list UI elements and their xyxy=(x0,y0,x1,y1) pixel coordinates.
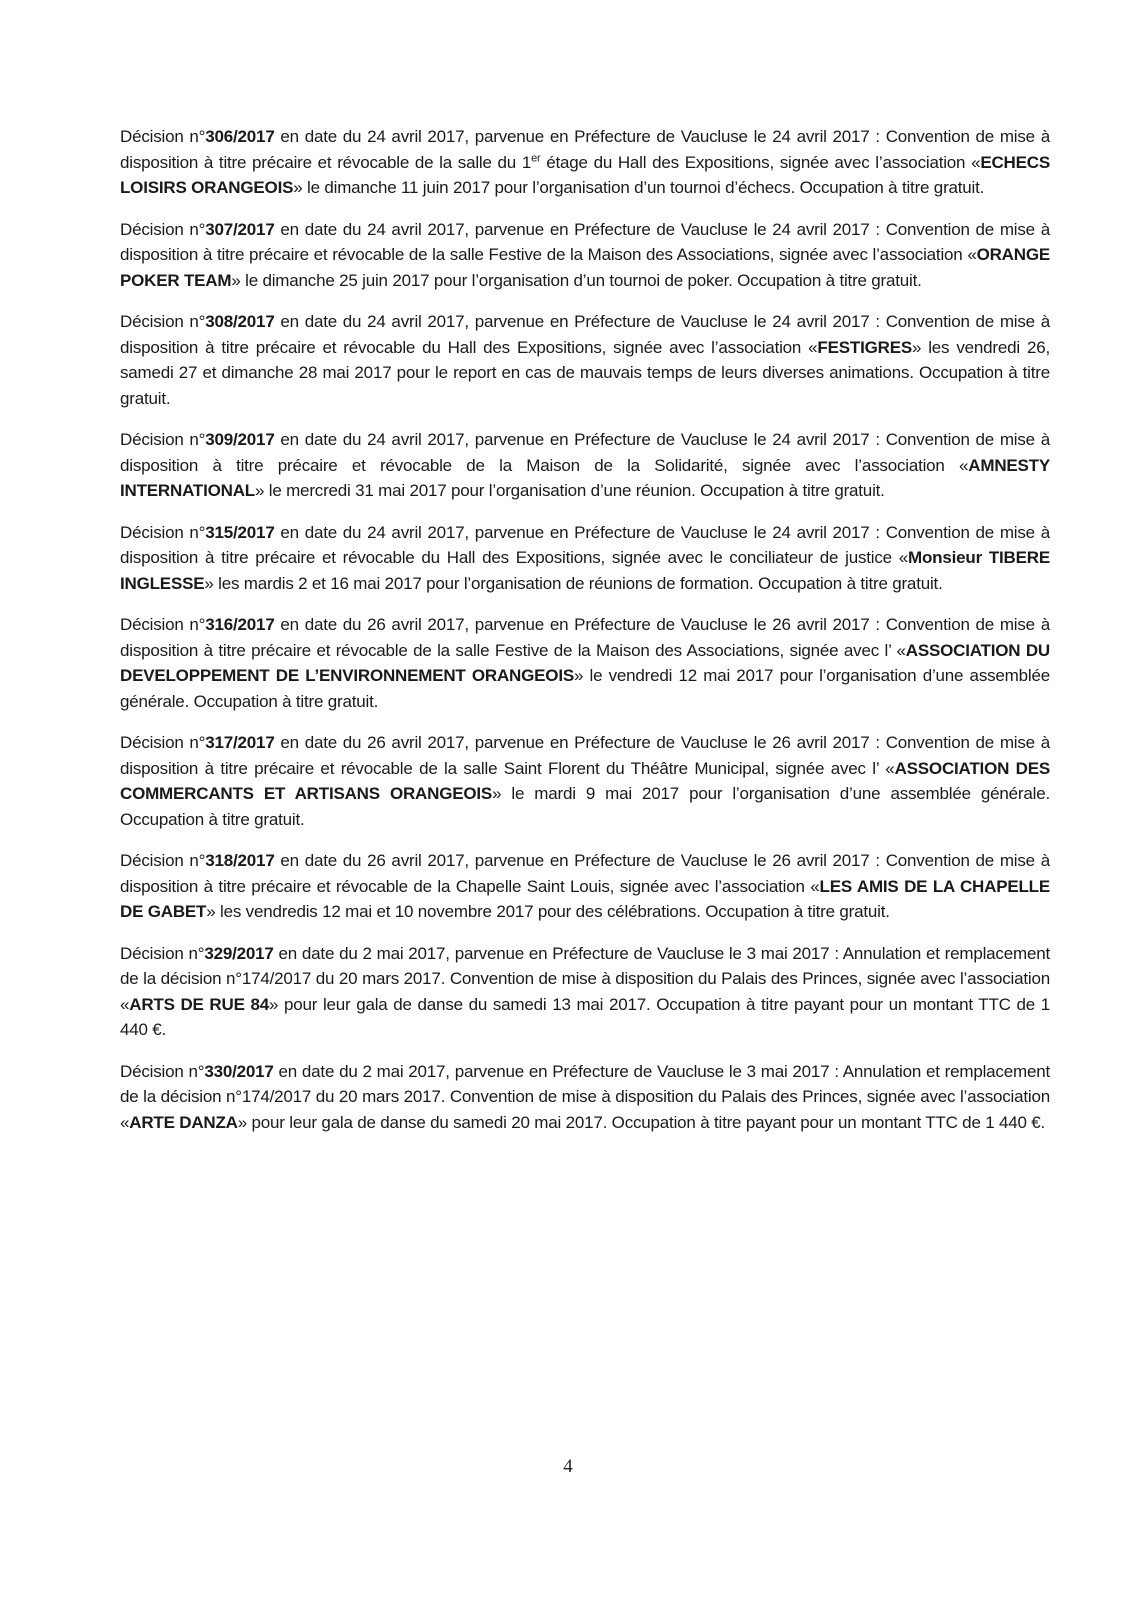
decision-body: en date du 26 avril 2017, parvenue en Préfecture de Vaucluse le 26 avril 2017 : Convention de mise à disposition à titre précaire et révocable de la salle Saint Florent du Théâtre Municipal, signée avec l’ « xyxy=(120,733,1050,778)
decision-number: 317/2017 xyxy=(205,733,275,752)
decision-316 xyxy=(120,612,1050,714)
association-name: LES AMIS DE LA CHAPELLE DE GABET xyxy=(120,876,1050,921)
decision-tail: » le dimanche 25 juin 2017 pour l’organisation d’un tournoi de poker. Occupation à titre gratuit. xyxy=(231,270,922,290)
decision-prefix: Décision n° xyxy=(120,615,206,634)
decision-number: 330/2017 xyxy=(204,1061,274,1081)
decision-315 xyxy=(120,520,1050,597)
decision-prefix: Décision n° xyxy=(120,522,206,542)
decision-number: 318/2017 xyxy=(205,851,275,870)
decision-prefix: Décision n° xyxy=(120,312,206,331)
decision-tail: » le mardi 9 mai 2017 pour l’organisation d’une assemblée générale. Occupation à titre gratuit. xyxy=(120,784,1050,829)
decision-body: en date du 24 avril 2017, parvenue en Préfecture de Vaucluse le 24 avril 2017 : Convention de mise à disposition à titre précaire et révocable de la Maison de la Solidarité, signée avec l’association « xyxy=(120,430,1050,475)
decision-329 xyxy=(120,941,1050,1043)
decision-number: 309/2017 xyxy=(205,430,275,449)
decision-body: en date du 24 avril 2017, parvenue en Préfecture de Vaucluse le 24 avril 2017 : Convention de mise à disposition à titre précaire et révocable de la salle du 1 xyxy=(120,127,1050,172)
decision-330 xyxy=(120,1059,1050,1136)
decision-prefix: Décision n° xyxy=(120,127,206,146)
decision-body: en date du 2 mai 2017, parvenue en Préfecture de Vaucluse le 3 mai 2017 : Annulation et remplacement de la décision n°174/2017 du 20 mars 2017. Convention de mise à disposition du Palais des Princes, signée avec l’association « xyxy=(120,943,1050,1014)
decision-number: 307/2017 xyxy=(205,219,275,239)
decision-317 xyxy=(120,730,1050,832)
decision-number: 308/2017 xyxy=(205,312,275,331)
decision-308 xyxy=(120,309,1050,411)
decision-number: 315/2017 xyxy=(205,522,275,542)
association-name: ASSOCIATION DES COMMERCANTS ET ARTISANS ORANGEOIS xyxy=(120,758,1050,803)
page-number: 4 xyxy=(563,1456,573,1477)
association-name: ASSOCIATION DU DEVELOPPEMENT DE L’ENVIRONNEMENT ORANGEOIS xyxy=(120,640,1051,685)
decision-tail: » les vendredi 26, samedi 27 et dimanche 28 mai 2017 pour le report en cas de mauvais temps de leurs diverses animations. Occupation à titre gratuit. xyxy=(120,337,1050,408)
decision-body: en date du 24 avril 2017, parvenue en Préfecture de Vaucluse le 24 avril 2017 : Convention de mise à disposition à titre précaire et révocable du Hall des Expositions, signée avec le conciliateur de justice « xyxy=(120,522,1050,567)
association-name: ECHECS LOISIRS ORANGEOIS xyxy=(120,152,1050,197)
decision-tail: » les vendredis 12 mai et 10 novembre 2017 pour des célébrations. Occupation à titre gratuit. xyxy=(206,902,890,921)
decision-body: en date du 24 avril 2017, parvenue en Préfecture de Vaucluse le 24 avril 2017 : Convention de mise à disposition à titre précaire et révocable du Hall des Expositions, signée avec l’association « xyxy=(120,312,1050,357)
decision-body: en date du 24 avril 2017, parvenue en Préfecture de Vaucluse le 24 avril 2017 : Convention de mise à disposition à titre précaire et révocable de la salle Festive de la Maison des Associations, signée avec l’association « xyxy=(120,219,1050,264)
decision-prefix: Décision n° xyxy=(120,733,206,752)
decision-body: en date du 26 avril 2017, parvenue en Préfecture de Vaucluse le 26 avril 2017 : Convention de mise à disposition à titre précaire et révocable de la Chapelle Saint Louis, signée avec l’association « xyxy=(120,851,1050,896)
decision-tail: » le vendredi 12 mai 2017 pour l’organisation d’une assemblée générale. Occupation à titre gratuit. xyxy=(120,666,1050,711)
decision-309 xyxy=(120,427,1050,504)
decision-prefix: Décision n° xyxy=(120,219,206,239)
association-name: FESTIGRES xyxy=(817,337,912,357)
decision-body: en date du 2 mai 2017, parvenue en Préfecture de Vaucluse le 3 mai 2017 : Annulation et remplacement de la décision n°174/2017 du 20 mars 2017. Convention de mise à disposition du Palais des Princes, signée avec l’association « xyxy=(120,1061,1050,1132)
decision-tail: » les mardis 2 et 16 mai 2017 pour l’organisation de réunions de formation. Occupation à titre gratuit. xyxy=(204,573,943,593)
superscript: er xyxy=(531,151,541,164)
decision-number: 316/2017 xyxy=(205,615,275,634)
decision-body: étage du Hall des Expositions, signée avec l’association « xyxy=(540,152,981,172)
association-name: ARTE DANZA xyxy=(129,1112,238,1132)
decision-tail: » le dimanche 11 juin 2017 pour l’organisation d’un tournoi d’échecs. Occupation à titre gratuit. xyxy=(293,178,985,197)
association-name: ARTS DE RUE 84 xyxy=(129,994,269,1014)
decision-prefix: Décision n° xyxy=(120,943,205,963)
decision-prefix: Décision n° xyxy=(120,430,206,449)
decision-tail: » pour leur gala de danse du samedi 13 mai 2017. Occupation à titre payant pour un montant TTC de 1 440 €. xyxy=(120,994,1050,1039)
decision-prefix: Décision n° xyxy=(120,1061,205,1081)
decision-prefix: Décision n° xyxy=(120,851,206,870)
decision-307 xyxy=(120,217,1050,294)
association-name: AMNESTY INTERNATIONAL xyxy=(120,455,1050,500)
association-name: ORANGE POKER TEAM xyxy=(120,245,1050,290)
decision-306 xyxy=(120,124,1050,201)
decision-tail: » pour leur gala de danse du samedi 20 mai 2017. Occupation à titre payant pour un montant TTC de 1 440 €. xyxy=(237,1112,1046,1132)
decision-tail: » le mercredi 31 mai 2017 pour l’organisation d’une réunion. Occupation à titre gratuit. xyxy=(254,481,885,500)
decision-body: en date du 26 avril 2017, parvenue en Préfecture de Vaucluse le 26 avril 2017 : Convention de mise à disposition à titre précaire et révocable de la salle Festive de la Maison des Associations, signée avec l’ « xyxy=(120,615,1050,660)
decision-number: 306/2017 xyxy=(205,127,275,146)
decision-318 xyxy=(120,848,1050,925)
association-name: Monsieur TIBERE INGLESSE xyxy=(120,548,1050,593)
decision-number: 329/2017 xyxy=(204,943,274,963)
